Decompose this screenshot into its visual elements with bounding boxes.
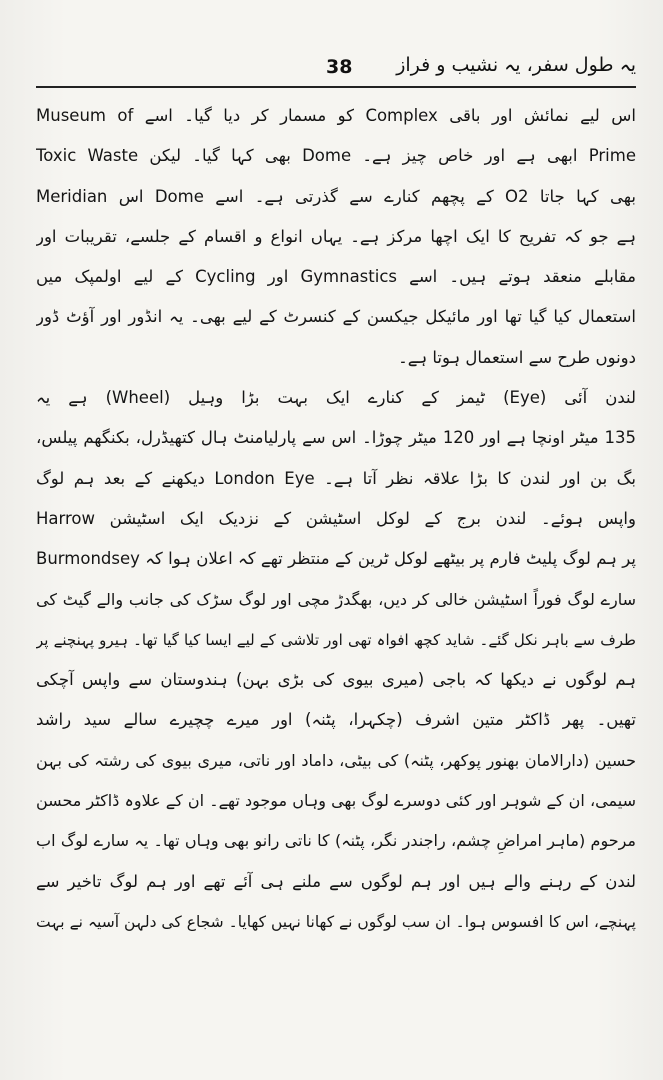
text-line: لندن کے رہنے والے ہیں اور ہم لوگوں سے ملنے ہی آئے تھے اور ہم لوگ تاخیر سے — [36, 871, 636, 891]
text-line: پہنچے، اس کا افسوس ہوا۔ ان سب لوگوں نے کھانا نہیں کھایا۔ شجاع کی دلہن آسیہ نے بہت — [36, 912, 636, 931]
text-line: Harrow واپس ہوئے۔ لندن برج کے لوکل اسٹیشن کے نزدیک ایک اسٹیشن — [36, 508, 636, 528]
text-line: مرحوم (ماہر امراضِ چشم، راجندر نگر، پٹنہ) کا ناتی رانو بھی وہاں تھا۔ یہ سارے لوگ اب — [36, 831, 636, 851]
text-line: سارے لوگ فوراً اسٹیشن خالی کر دیں، بھگدڑ مچی اور لوگ سڑک کی جانب والے گیٹ کی — [36, 589, 636, 609]
text-line: Meridian اس Dome کے پچھم کنارے سے گذرتی ہے۔ اسے O2 بھی کہا جاتا — [36, 186, 636, 206]
text-line: 135 میٹر اونچا ہے اور 120 میٹر چوڑا۔ اس سے پارلیامنٹ ہال کتھیڈرل، بکنگھم پیلس، — [36, 428, 636, 448]
text-line: Toxic Waste بھی کہا گیا۔ لیکن Dome ابھی ہے اور خاص چیز ہے۔ Prime — [36, 146, 636, 166]
text-line-paragraph-end: دونوں طرح سے استعمال ہوتا ہے۔ — [398, 347, 636, 367]
text-line: مقابلے منعقد ہوتے ہیں۔ اسے Gymnastics اور Cycling کے لیے اولمپک میں — [36, 267, 636, 287]
text-line: حسین (دارالامان بھنور پوکھر، پٹنہ) کی بیٹی، داماد اور ناتی، میری بیوی کی رشتہ کی بہن — [36, 750, 636, 770]
text-line: Burmondsey پر ہم لوگ پلیٹ فارم پر بیٹھے لوکل ٹرین کے منتظر تھے کہ اعلان ہوا کہ — [36, 549, 636, 569]
text-line: بگ بن اور لندن کا بڑا علاقہ نظر آتا ہے۔ London Eye دیکھنے کے بعد ہم لوگ — [36, 468, 636, 488]
text-line: لندن آئی (Eye) ٹیمز کے کنارے ایک بہت بڑا وہیل (Wheel) ہے یہ — [36, 388, 636, 408]
header-rule — [36, 86, 636, 88]
body-text — [36, 96, 636, 942]
text-line: ہم لوگوں نے دیکھا کہ باجی (میری بیوی کی بڑی بہن) ہندوستان سے واپس آچکی — [36, 670, 636, 690]
running-head: یہ طول سفر، یہ نشیب و فراز — [396, 54, 636, 76]
text-line: اس لیے نمائش اور باقی Complex کو مسمار کر دیا گیا۔ اسے Museum of — [36, 106, 636, 125]
page-header — [36, 52, 636, 92]
text-line: طرف سے باہر نکل گئے۔ شاید کچھ افواہ تھی اور تلاشی کے لیے ایسا کیا گیا تھا۔ ہیرو پہنچنے پر — [36, 630, 636, 649]
text-line: استعمال کیا گیا تھا اور مائیکل جیکسن کے کنسرٹ کے لیے بھی۔ یہ انڈور اور آؤٹ ڈور — [36, 307, 636, 327]
text-line: سیمی، ان کے شوہر اور کئی دوسرے لوگ بھی وہاں موجود تھے۔ ان کے علاوہ ڈاکٹر محسن — [36, 791, 636, 811]
text-line: ہے جو کہ تفریح کا ایک اچھا مرکز ہے۔ یہاں انواع و اقسام کے جلسے، تقریبات اور — [36, 226, 636, 246]
text-line: تھیں۔ پھر ڈاکٹر متین اشرف (چکہرا، پٹنہ) اور میرے چچیرے سالے سید راشد — [36, 710, 636, 730]
page-number: 38 — [326, 56, 353, 78]
